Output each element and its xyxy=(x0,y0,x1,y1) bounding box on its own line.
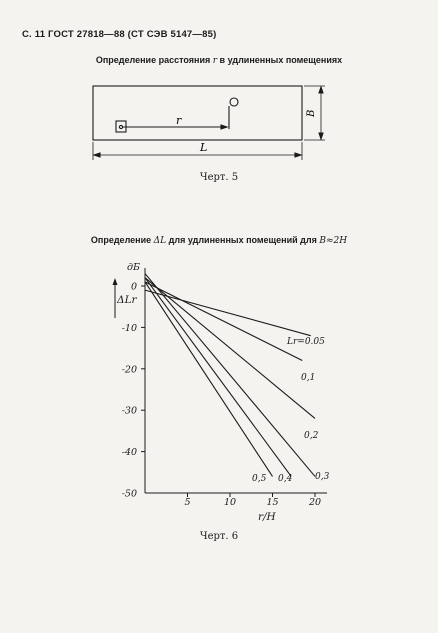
figure5-title-var: r xyxy=(212,56,218,66)
figure6-caption: Черт. 6 xyxy=(199,531,239,542)
y-tick-label: 0 xyxy=(130,281,137,293)
x-tick-label: 15 xyxy=(266,497,279,508)
series-label: 0,4 xyxy=(278,474,293,484)
label-L: L xyxy=(200,141,208,154)
dim-B-arrow-bottom xyxy=(319,133,323,139)
room-diagram xyxy=(93,86,325,160)
series-label: 0,2 xyxy=(304,431,319,441)
y-label-arrowhead xyxy=(113,278,118,285)
series-line xyxy=(145,274,315,477)
y-tick-label: -20 xyxy=(121,364,137,376)
figure5-title-prefix: Определение расстояния xyxy=(95,55,213,65)
y-axis-label: ΔLr xyxy=(117,294,137,306)
series-line xyxy=(145,290,311,336)
source-point xyxy=(119,125,122,128)
distance-arrowhead xyxy=(221,125,227,129)
receiver-icon xyxy=(230,98,238,106)
series-label: 0,5 xyxy=(252,474,267,484)
y-tick-label: -30 xyxy=(121,405,137,417)
y-unit-label: дБ xyxy=(127,262,141,273)
series-label: 0,1 xyxy=(301,373,316,383)
dim-L-arrow-right xyxy=(295,153,301,157)
series-line xyxy=(145,278,315,419)
dim-L-arrow-left xyxy=(94,153,100,157)
x-axis-label: r/H xyxy=(258,511,276,523)
dim-B-arrow-top xyxy=(319,87,323,93)
figure6-title xyxy=(0,235,438,246)
series-label: 0,3 xyxy=(315,472,330,482)
x-tick-label: 10 xyxy=(223,497,237,508)
series-label: Lr=0.05 xyxy=(287,337,325,347)
series-line xyxy=(145,278,291,477)
label-r: r xyxy=(176,114,182,127)
figure6-title-var: ΔL xyxy=(153,236,167,246)
y-tick-label: -50 xyxy=(121,488,137,500)
x-tick-label: 20 xyxy=(308,497,322,508)
y-tick-label: -10 xyxy=(121,322,137,334)
series-line xyxy=(145,282,302,361)
figure5-caption: Черт. 5 xyxy=(199,172,239,183)
page-header: С. 11 ГОСТ 27818—88 (СТ СЭВ 5147—85) xyxy=(22,29,217,40)
figure6-title-cond: B≈2H xyxy=(319,236,348,246)
figure6-title-prefix: Определение xyxy=(90,235,154,245)
figure6-title-mid: для удлиненных помещений для xyxy=(166,235,320,245)
label-B: B xyxy=(306,109,317,117)
attenuation-chart xyxy=(113,262,330,523)
figure5-title-suffix: в удлиненных помещениях xyxy=(217,55,343,65)
x-tick-label: 5 xyxy=(184,497,191,508)
y-tick-label: -40 xyxy=(121,447,137,459)
series-line xyxy=(145,282,273,477)
